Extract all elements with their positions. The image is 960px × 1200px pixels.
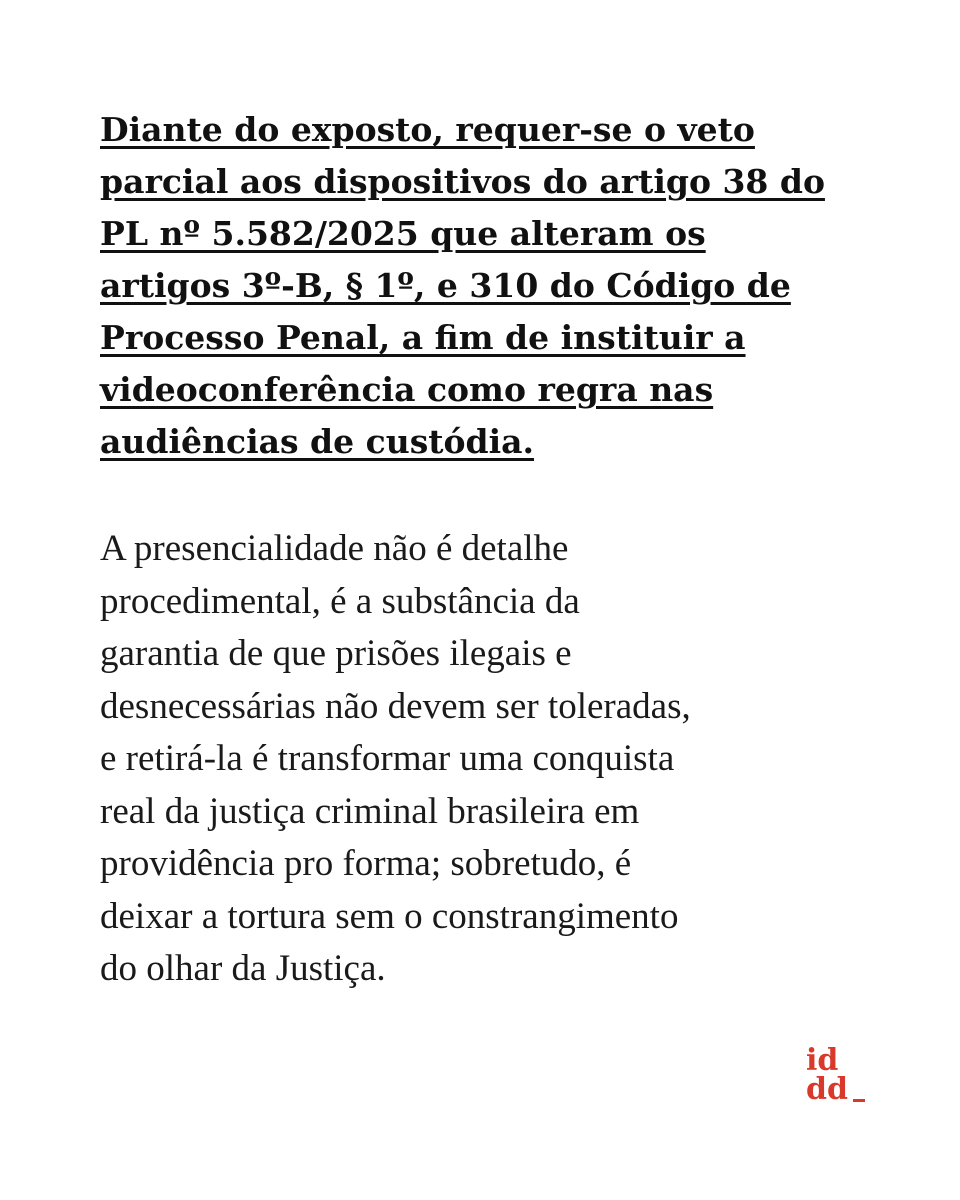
body-line: do olhar da Justiça.	[100, 948, 386, 989]
headline-line: audiências de custódia.	[100, 422, 535, 461]
logo-line-1: id	[806, 1043, 839, 1078]
headline-line: PL nº 5.582/2025 que alteram os	[100, 214, 706, 253]
headline-line: videoconferência como regra nas	[100, 370, 714, 409]
headline-line: Processo Penal, a fim de instituir a	[100, 318, 746, 357]
body-line: deixar a tortura sem o constrangimento	[100, 895, 679, 937]
headline	[100, 104, 900, 468]
body-paragraph	[100, 523, 900, 996]
body-line: desnecessárias não devem ser toleradas,	[100, 685, 691, 727]
headline-line: parcial aos dispositivos do artigo 38 do	[100, 162, 825, 201]
body-line: real da justiça criminal brasileira em	[100, 790, 640, 832]
headline-line: artigos 3º-B, § 1º, e 310 do Código de	[100, 266, 791, 305]
iddd-logo	[806, 1043, 870, 1110]
logo-dash	[853, 1099, 865, 1102]
body-line: garantia de que prisões ilegais e	[100, 633, 572, 674]
body-line: providência pro forma; sobretudo, é	[100, 843, 632, 884]
body-line: procedimental, é a substância da	[100, 580, 580, 622]
body-line: e retirá-la é transformar uma conquista	[100, 738, 675, 779]
headline-line: Diante do exposto, requer-se o veto	[100, 110, 755, 149]
logo-line-2: dd	[806, 1072, 848, 1107]
body-line: A presencialidade não é detalhe	[100, 528, 569, 569]
